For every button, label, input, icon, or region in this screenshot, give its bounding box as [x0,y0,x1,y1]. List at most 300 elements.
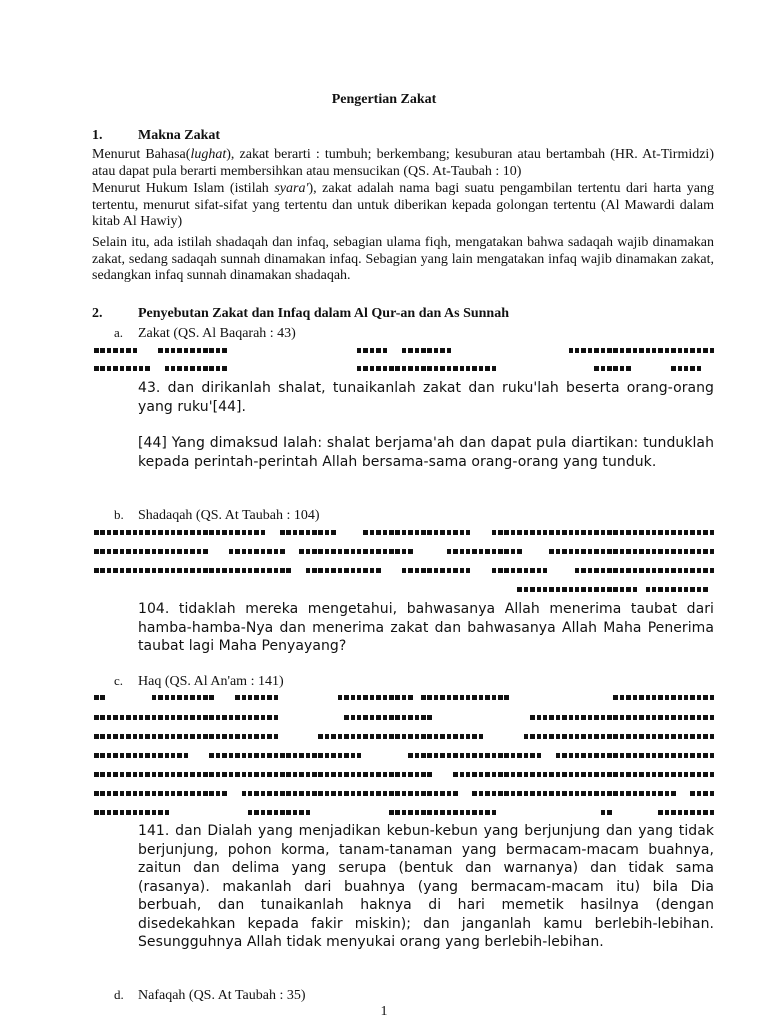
arabic-glyph-dot [690,734,695,739]
arabic-glyph-dot [274,772,279,777]
arabic-glyph-dot [601,366,606,371]
arabic-glyph-dot [133,791,138,796]
arabic-glyph-dot [427,753,432,758]
arabic-glyph-dot [209,734,214,739]
arabic-glyph-dot [613,366,618,371]
arabic-glyph-dot [209,568,214,573]
section-1-title: Makna Zakat [138,128,221,143]
arabic-glyph-dot [242,568,247,573]
arabic-glyph-dot [658,810,663,815]
arabic-glyph-dot [293,530,298,535]
arabic-glyph-dot [344,568,349,573]
arabic-verse-line [94,770,716,780]
arabic-glyph-dot [222,753,227,758]
arabic-glyph-dot [229,715,234,720]
arabic-glyph-dot [331,791,336,796]
arabic-verse-line [94,547,716,557]
arabic-glyph-dot [549,715,554,720]
arabic-glyph-dot [613,348,618,353]
arabic-glyph-dot [562,753,567,758]
arabic-glyph-dot [434,568,439,573]
arabic-glyph-dot [242,695,247,700]
arabic-glyph-dot [697,549,702,554]
arabic-glyph-dot [703,530,708,535]
arabic-glyph-dot [626,348,631,353]
arabic-verse-line [94,346,716,356]
arabic-glyph-dot [383,348,388,353]
arabic-glyph-dot [607,772,612,777]
arabic-glyph-dot [158,753,163,758]
arabic-glyph-dot [370,791,375,796]
arabic-glyph-dot [646,348,651,353]
arabic-glyph-dot [325,791,330,796]
arabic-glyph-dot [100,348,105,353]
arabic-glyph-dot [113,772,118,777]
arabic-glyph-dot [658,791,663,796]
arabic-glyph-dot [242,753,247,758]
arabic-glyph-dot [530,568,535,573]
arabic-glyph-dot [594,715,599,720]
arabic-glyph-dot [575,348,580,353]
arabic-glyph-dot [703,348,708,353]
list-label: Haq (QS. Al An'am : 141) [138,674,284,689]
arabic-glyph-dot [440,791,445,796]
arabic-glyph-dot [697,772,702,777]
arabic-glyph-dot [203,366,208,371]
arabic-glyph-dot [601,772,606,777]
arabic-glyph-dot [652,753,657,758]
arabic-glyph-dot [575,715,580,720]
arabic-verse-line [94,364,716,374]
arabic-glyph-dot [613,568,618,573]
arabic-glyph-dot [222,715,227,720]
arabic-glyph-dot [402,715,407,720]
arabic-glyph-dot [209,772,214,777]
arabic-glyph-dot [504,568,509,573]
arabic-glyph-dot [607,791,612,796]
arabic-glyph-dot [671,753,676,758]
list-letter: c. [114,673,124,688]
arabic-glyph-dot [325,753,330,758]
arabic-glyph-dot [184,772,189,777]
arabic-glyph-dot [524,530,529,535]
arabic-glyph-dot [376,568,381,573]
arabic-glyph-dot [254,695,259,700]
arabic-glyph-dot [485,549,490,554]
arabic-glyph-dot [120,348,125,353]
arabic-glyph-dot [383,715,388,720]
arabic-glyph-dot [100,366,105,371]
arabic-glyph-dot [107,568,112,573]
list-label: Nafaqah (QS. At Taubah : 35) [138,988,306,1003]
arabic-glyph-dot [197,530,202,535]
arabic-glyph-dot [652,695,657,700]
arabic-glyph-dot [492,810,497,815]
arabic-glyph-dot [421,530,426,535]
arabic-glyph-dot [338,568,343,573]
arabic-glyph-dot [370,715,375,720]
verse-translation-43: 43. dan dirikanlah shalat, tunaikanlah zakat dan ruku'lah beserta orang-orang yang ruku'[44]. [138,380,714,415]
arabic-glyph-dot [633,348,638,353]
arabic-glyph-dot [145,366,150,371]
arabic-glyph-dot [658,772,663,777]
arabic-glyph-dot [504,530,509,535]
arabic-glyph-dot [357,791,362,796]
arabic-glyph-dot [165,366,170,371]
paragraph-bahasa [92,147,714,180]
arabic-glyph-dot [331,530,336,535]
arabic-glyph-dot [165,568,170,573]
arabic-glyph-dot [710,348,715,353]
arabic-glyph-dot [306,753,311,758]
arabic-glyph-dot [158,549,163,554]
arabic-glyph-dot [562,549,567,554]
arabic-glyph-dot [607,734,612,739]
arabic-glyph-dot [261,772,266,777]
arabic-glyph-dot [588,587,593,592]
arabic-glyph-dot [581,753,586,758]
arabic-glyph-dot [613,549,618,554]
arabic-glyph-dot [126,810,131,815]
arabic-glyph-dot [120,568,125,573]
arabic-glyph-dot [107,549,112,554]
arabic-glyph-dot [652,348,657,353]
arabic-glyph-dot [235,753,240,758]
arabic-glyph-dot [421,348,426,353]
arabic-glyph-dot [658,348,663,353]
arabic-glyph-dot [434,810,439,815]
arabic-glyph-dot [658,695,663,700]
arabic-glyph-dot [120,366,125,371]
arabic-glyph-dot [331,753,336,758]
arabic-glyph-dot [633,734,638,739]
arabic-glyph-dot [690,791,695,796]
arabic-glyph-dot [569,530,574,535]
arabic-glyph-dot [306,791,311,796]
arabic-glyph-dot [325,734,330,739]
text-run: Menurut Bahasa( [92,147,191,162]
arabic-glyph-dot [184,753,189,758]
arabic-glyph-dot [280,791,285,796]
arabic-glyph-dot [678,587,683,592]
arabic-glyph-dot [107,530,112,535]
arabic-glyph-dot [524,753,529,758]
arabic-glyph-dot [569,734,574,739]
arabic-glyph-dot [197,715,202,720]
arabic-glyph-dot [684,587,689,592]
arabic-glyph-dot [209,348,214,353]
arabic-glyph-dot [421,791,426,796]
section-2-heading [92,306,509,322]
arabic-glyph-dot [671,695,676,700]
arabic-glyph-dot [338,734,343,739]
arabic-glyph-dot [363,348,368,353]
arabic-glyph-dot [177,549,182,554]
arabic-glyph-dot [94,366,99,371]
arabic-glyph-dot [177,791,182,796]
arabic-glyph-dot [383,791,388,796]
arabic-glyph-dot [633,772,638,777]
arabic-glyph-dot [479,366,484,371]
arabic-glyph-dot [710,549,715,554]
arabic-glyph-dot [274,695,279,700]
arabic-glyph-dot [569,791,574,796]
arabic-glyph-dot [556,753,561,758]
arabic-glyph-dot [575,587,580,592]
arabic-glyph-dot [447,695,452,700]
arabic-glyph-dot [607,530,612,535]
arabic-glyph-dot [530,715,535,720]
arabic-glyph-dot [145,734,150,739]
arabic-glyph-dot [620,568,625,573]
arabic-glyph-dot [274,791,279,796]
arabic-glyph-dot [152,568,157,573]
arabic-glyph-dot [460,530,465,535]
arabic-glyph-dot [504,549,509,554]
arabic-glyph-dot [94,791,99,796]
arabic-glyph-dot [671,568,676,573]
arabic-verse-line [94,585,716,595]
arabic-glyph-dot [543,568,548,573]
arabic-glyph-dot [107,810,112,815]
arabic-glyph-dot [306,530,311,535]
arabic-glyph-dot [684,568,689,573]
arabic-glyph-dot [402,772,407,777]
arabic-glyph-dot [402,734,407,739]
arabic-glyph-dot [620,734,625,739]
arabic-glyph-dot [710,753,715,758]
arabic-glyph-dot [152,791,157,796]
arabic-glyph-dot [171,530,176,535]
arabic-glyph-dot [165,348,170,353]
arabic-glyph-dot [415,568,420,573]
arabic-glyph-dot [665,530,670,535]
arabic-glyph-dot [113,715,118,720]
arabic-glyph-dot [357,568,362,573]
arabic-glyph-dot [626,568,631,573]
arabic-glyph-dot [530,734,535,739]
arabic-glyph-dot [267,549,272,554]
arabic-glyph-dot [524,791,529,796]
arabic-glyph-dot [267,734,272,739]
arabic-glyph-dot [684,549,689,554]
arabic-glyph-dot [261,695,266,700]
arabic-glyph-dot [248,734,253,739]
section-2-number: 2. [92,306,103,321]
arabic-glyph-dot [588,715,593,720]
arabic-glyph-dot [261,734,266,739]
arabic-glyph-dot [94,753,99,758]
arabic-glyph-dot [376,530,381,535]
arabic-glyph-dot [209,753,214,758]
arabic-glyph-dot [248,715,253,720]
arabic-glyph-dot [299,530,304,535]
arabic-glyph-dot [370,772,375,777]
verse-footnote-44: [44] Yang dimaksud Ialah: shalat berjama'ah dan dapat pula diartikan: tunduklah kepada perintah-perintah Allah bersama-sama orang-orang yang tunduk. [138,435,714,470]
arabic-glyph-dot [254,568,259,573]
arabic-glyph-dot [197,366,202,371]
arabic-glyph-dot [184,530,189,535]
arabic-glyph-dot [697,587,702,592]
arabic-glyph-dot [254,753,259,758]
arabic-glyph-dot [504,695,509,700]
arabic-glyph-dot [678,366,683,371]
arabic-glyph-dot [479,791,484,796]
arabic-glyph-dot [145,549,150,554]
arabic-glyph-dot [479,734,484,739]
arabic-glyph-dot [203,549,208,554]
arabic-glyph-dot [165,810,170,815]
arabic-glyph-dot [684,753,689,758]
arabic-glyph-dot [165,715,170,720]
arabic-glyph-dot [601,734,606,739]
arabic-glyph-dot [537,791,542,796]
arabic-glyph-dot [646,587,651,592]
arabic-glyph-dot [357,734,362,739]
arabic-glyph-dot [254,810,259,815]
arabic-glyph-dot [646,753,651,758]
arabic-glyph-dot [171,549,176,554]
arabic-glyph-dot [427,810,432,815]
arabic-glyph-dot [607,810,612,815]
arabic-glyph-dot [543,530,548,535]
arabic-glyph-dot [658,530,663,535]
arabic-glyph-dot [235,568,240,573]
arabic-glyph-dot [620,753,625,758]
arabic-glyph-dot [639,695,644,700]
arabic-glyph-dot [537,772,542,777]
arabic-glyph-dot [588,549,593,554]
arabic-glyph-dot [165,549,170,554]
arabic-glyph-dot [620,530,625,535]
arabic-glyph-dot [703,695,708,700]
arabic-glyph-dot [690,695,695,700]
arabic-glyph-dot [588,753,593,758]
arabic-glyph-dot [466,695,471,700]
arabic-glyph-dot [581,587,586,592]
arabic-glyph-dot [549,587,554,592]
arabic-glyph-dot [216,366,221,371]
arabic-glyph-dot [511,568,516,573]
arabic-glyph-dot [113,791,118,796]
arabic-glyph-dot [690,568,695,573]
arabic-glyph-dot [549,772,554,777]
arabic-glyph-dot [318,530,323,535]
arabic-glyph-dot [710,568,715,573]
arabic-glyph-dot [126,348,131,353]
arabic-glyph-dot [581,348,586,353]
arabic-glyph-dot [639,753,644,758]
arabic-glyph-dot [434,695,439,700]
arabic-glyph-dot [537,753,542,758]
arabic-glyph-dot [633,530,638,535]
arabic-glyph-dot [145,810,150,815]
arabic-glyph-dot [479,772,484,777]
arabic-glyph-dot [517,772,522,777]
arabic-glyph-dot [569,549,574,554]
arabic-glyph-dot [280,753,285,758]
arabic-glyph-dot [460,810,465,815]
arabic-glyph-dot [460,695,465,700]
arabic-glyph-dot [286,753,291,758]
arabic-glyph-dot [562,734,567,739]
arabic-glyph-dot [197,695,202,700]
arabic-glyph-dot [517,549,522,554]
arabic-glyph-dot [626,587,631,592]
arabic-glyph-dot [607,549,612,554]
arabic-glyph-dot [222,530,227,535]
arabic-verse-line [94,693,716,703]
arabic-glyph-dot [351,549,356,554]
arabic-glyph-dot [453,772,458,777]
arabic-glyph-dot [517,530,522,535]
italic-term: syara' [274,181,309,196]
arabic-glyph-dot [671,715,676,720]
arabic-glyph-dot [594,772,599,777]
arabic-glyph-dot [466,366,471,371]
arabic-glyph-dot [626,772,631,777]
arabic-glyph-dot [690,366,695,371]
arabic-glyph-dot [389,549,394,554]
arabic-glyph-dot [286,791,291,796]
arabic-glyph-dot [479,753,484,758]
arabic-glyph-dot [139,810,144,815]
arabic-glyph-dot [376,348,381,353]
arabic-glyph-dot [434,366,439,371]
arabic-glyph-dot [517,753,522,758]
arabic-glyph-dot [94,772,99,777]
arabic-glyph-dot [235,530,240,535]
arabic-glyph-dot [626,715,631,720]
arabic-glyph-dot [652,587,657,592]
arabic-glyph-dot [286,530,291,535]
arabic-glyph-dot [466,568,471,573]
arabic-glyph-dot [665,753,670,758]
arabic-glyph-dot [601,348,606,353]
arabic-glyph-dot [646,791,651,796]
arabic-glyph-dot [447,791,452,796]
arabic-glyph-dot [126,568,131,573]
arabic-glyph-dot [344,791,349,796]
arabic-glyph-dot [434,791,439,796]
arabic-glyph-dot [453,791,458,796]
arabic-glyph-dot [703,753,708,758]
arabic-glyph-dot [94,715,99,720]
arabic-verse-line [94,751,716,761]
arabic-glyph-dot [113,753,118,758]
arabic-glyph-dot [190,549,195,554]
arabic-glyph-dot [254,715,259,720]
arabic-glyph-dot [177,753,182,758]
arabic-glyph-dot [581,734,586,739]
arabic-glyph-dot [145,715,150,720]
arabic-glyph-dot [120,734,125,739]
arabic-glyph-dot [229,549,234,554]
arabic-glyph-dot [229,753,234,758]
arabic-glyph-dot [665,810,670,815]
arabic-glyph-dot [133,568,138,573]
arabic-glyph-dot [351,734,356,739]
arabic-glyph-dot [331,772,336,777]
arabic-glyph-dot [94,695,99,700]
arabic-glyph-dot [216,568,221,573]
arabic-glyph-dot [177,715,182,720]
arabic-glyph-dot [421,568,426,573]
arabic-glyph-dot [427,791,432,796]
arabic-glyph-dot [395,530,400,535]
arabic-glyph-dot [646,530,651,535]
arabic-glyph-dot [113,348,118,353]
